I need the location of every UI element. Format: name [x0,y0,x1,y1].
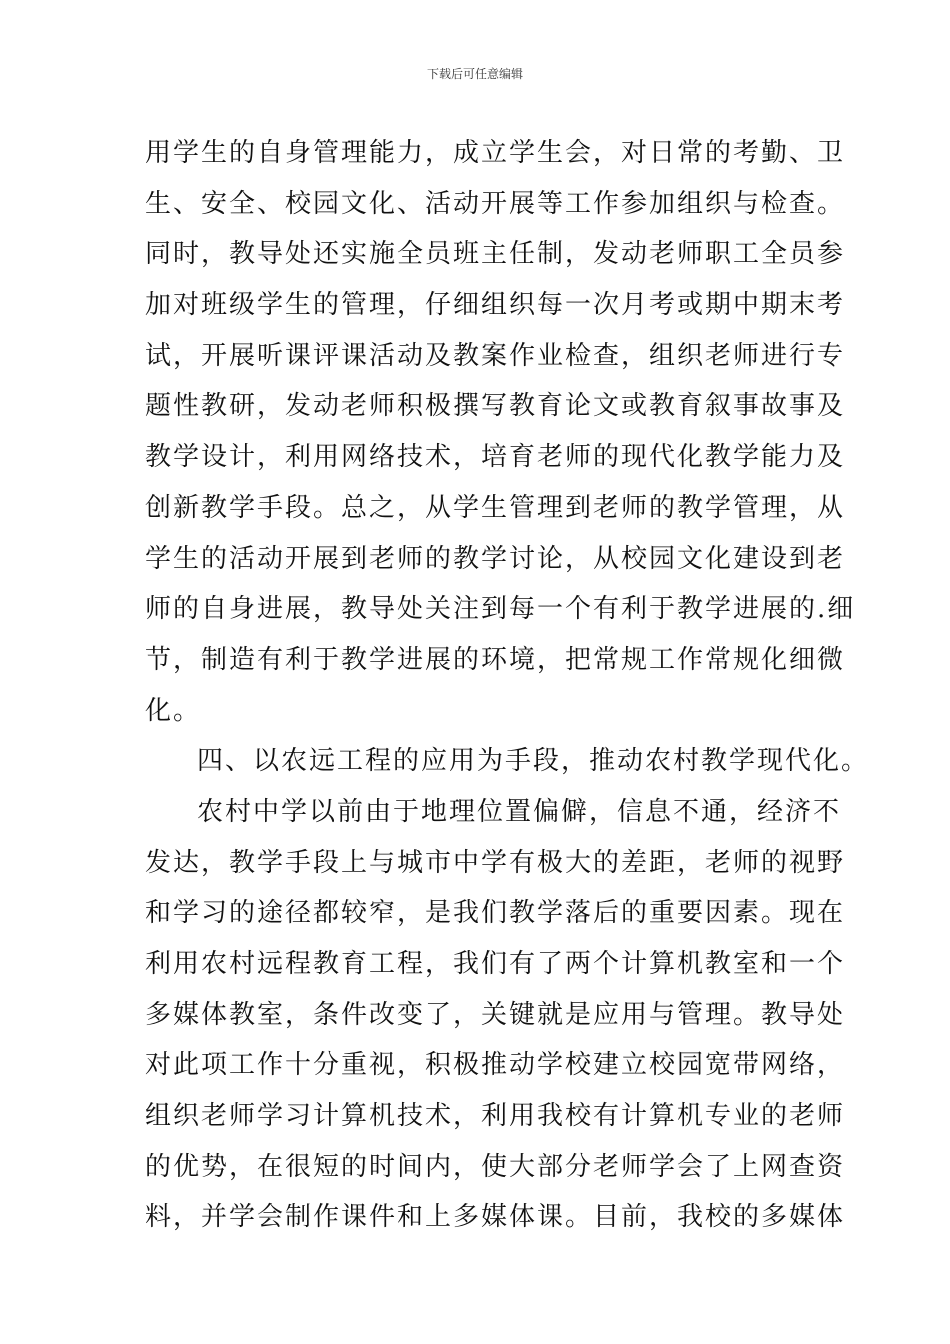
text-line: 料，并学会制作课件和上多媒体课。目前，我校的多媒体 [145,1202,846,1233]
text-line: 同时，教导处还实施全员班主任制，发动老师职工全员参 [145,239,846,270]
text-line: 组织老师学习计算机技术，利用我校有计算机专业的老师 [145,1101,846,1132]
text-line: 和学习的途径都较窄，是我们教学落后的重要因素。现在 [145,898,846,929]
text-line: 创新教学手段。总之，从学生管理到老师的教学管理，从 [145,492,846,523]
document-body [145,128,870,1243]
text-line: 师的自身进展，教导处关注到每一个有利于教学进展的.细 [145,594,856,625]
text-line: 学生的活动开展到老师的教学讨论，从校园文化建设到老 [145,543,846,574]
text-line: 农村中学以前由于地理位置偏僻，信息不通，经济不 [197,796,842,827]
text-line: 节，制造有利于教学进展的环境，把常规工作常规化细微 [145,644,846,675]
text-line: 生、安全、校园文化、活动开展等工作参加组织与检查。 [145,188,846,219]
section-heading: 四、以农远工程的应用为手段，推动农村教学现代化。 [197,746,870,777]
text-line: 利用农村远程教育工程，我们有了两个计算机教室和一个 [145,949,846,979]
text-line: 教学设计，利用网络技术，培育老师的现代化教学能力及 [145,442,846,473]
text-line: 试，开展听课评课活动及教案作业检查，组织老师进行专 [145,340,846,371]
text-line: 用学生的自身管理能力，成立学生会，对日常的考勤、卫 [145,138,846,168]
text-line: 题性教研，发动老师积极撰写教育论文或教育叙事故事及 [145,391,846,422]
text-line: 发达，教学手段上与城市中学有极大的差距，老师的视野 [145,847,846,878]
page-header: 下载后可任意编辑 [426,67,523,81]
text-line: 加对班级学生的管理，仔细组织每一次月考或期中期末考 [145,290,846,321]
text-line: 多媒体教室，条件改变了，关键就是应用与管理。教导处 [145,999,846,1030]
text-line: 化。 [145,695,202,726]
text-line: 的优势，在很短的时间内，使大部分老师学会了上网查资 [145,1151,846,1182]
text-line: 对此项工作十分重视，积极推动学校建立校园宽带网络， [145,1050,846,1081]
